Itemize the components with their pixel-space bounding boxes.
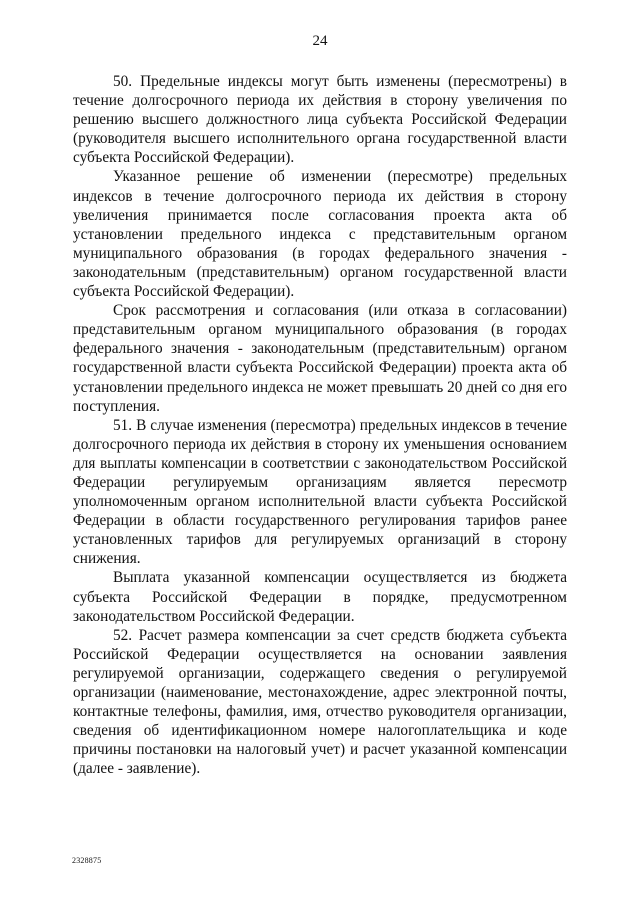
paragraph-compensation-payment: Выплата указанной компенсации осуществляется из бюджета субъекта Российской Федерации в порядке, предусмотренном законодательством Российской Федерации. bbox=[73, 569, 567, 625]
paragraph-51: 51. В случае изменения (пересмотра) предельных индексов в течение долгосрочного периода их действия в сторону их уменьшения основанием для выплаты компенсации в соответствии с законодательством Российской Федерации регулируемым организациям является пересмотр уполномоченным органом исполнительной власти субъекта Российской Федерации в области государственного регулирования тарифов ранее установленных тарифов для регулируемых организаций в сторону снижения. bbox=[73, 416, 567, 568]
paragraph-52: 52. Расчет размера компенсации за счет средств бюджета субъекта Российской Федерации осуществляется на основании заявления регулируемой организации, содержащего сведения о регулируемой организации (наименование, местонахождение, адрес электронной почты, контактные телефоны, фамилия, имя, отчество руководителя организации, сведения об идентификационном номере налогоплательщика и коде причины постановки на налоговый учет) и расчет указанной компенсации (далее - заявление). bbox=[73, 626, 567, 778]
document-code: 2328875 bbox=[72, 856, 102, 865]
page-number: 24 bbox=[312, 33, 328, 49]
document-body bbox=[73, 72, 567, 778]
paragraph-review-period: Срок рассмотрения и согласования (или отказа в согласовании) представительным органом муниципального образования (в городах федерального значения - законодательным (представительным) органом государственной власти субъекта Российской Федерации) проекта акта об установлении предельного индекса не может превышать 20 дней со дня его поступления. bbox=[73, 302, 567, 415]
paragraph-50: 50. Предельные индексы могут быть изменены (пересмотрены) в течение долгосрочного периода их действия в сторону увеличения по решению высшего должностного лица субъекта Российской Федерации (руководителя высшего исполнительного органа государственной власти субъекта Российской Федерации). bbox=[73, 73, 567, 167]
paragraph-decision-approval: Указанное решение об изменении (пересмотре) предельных индексов в течение долгосрочного периода их действия в сторону увеличения принимается после согласования проекта акта об установлении предельного индекса с представительным органом муниципального образования (в городах федерального значения - законодательным (представительным) органом государственной власти субъекта Российской Федерации). bbox=[73, 168, 567, 301]
